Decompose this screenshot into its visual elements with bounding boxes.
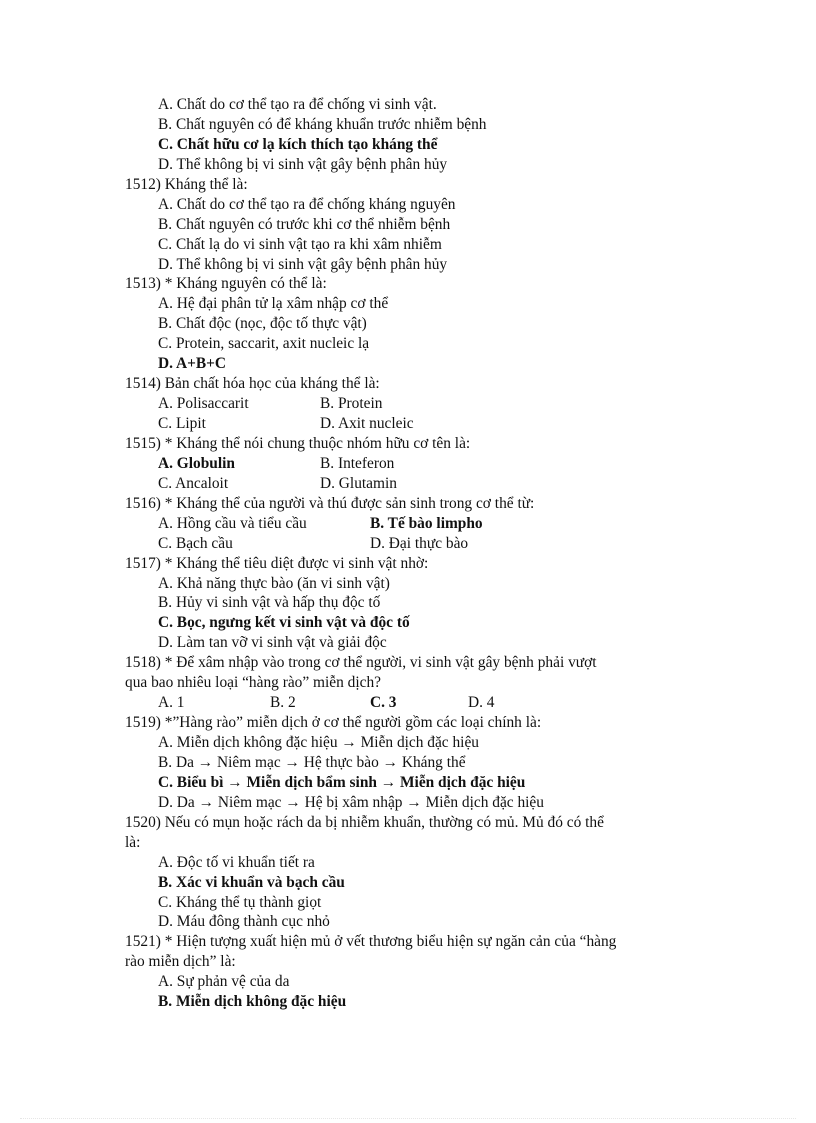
answer-option: A. Khả năng thực bào (ăn vi sinh vật) <box>158 574 390 592</box>
answer-option: D. Thể không bị vi sinh vật gây bệnh phân hủy <box>158 155 448 173</box>
answer-option-correct: C. 3 <box>370 694 397 712</box>
answer-option-correct: C. Bọc, ngưng kết vi sinh vật và độc tố <box>158 614 410 632</box>
question-line: là: <box>125 833 141 851</box>
answer-option: D. Da → Niêm mạc → Hệ bị xâm nhập → Miễn dịch đặc hiệu <box>158 793 544 811</box>
answer-option: A. Sự phản vệ của da <box>158 973 290 991</box>
answer-option: A. 1 <box>158 694 185 712</box>
answer-option: C. Chất lạ do vi sinh vật tạo ra khi xâm nhiễm <box>158 235 442 253</box>
answer-option: A. Chất do cơ thể tạo ra để chống vi sinh vật. <box>158 96 437 113</box>
answer-option-correct: B. Tế bào limpho <box>370 514 483 532</box>
question-line: qua bao nhiêu loại “hàng rào” miễn dịch? <box>125 674 381 692</box>
answer-option-correct: A. Globulin <box>158 454 235 472</box>
question-line: 1513) * Kháng nguyên có thể là: <box>125 275 327 293</box>
answer-option-row <box>0 474 816 494</box>
answer-option: D. Đại thực bào <box>370 534 469 552</box>
answer-option: B. Chất nguyên có để kháng khuẩn trước nhiễm bệnh <box>158 115 487 133</box>
answer-option: D. Glutamin <box>320 474 397 492</box>
answer-option: B. Chất nguyên có trước khi cơ thể nhiễm bệnh <box>158 215 451 233</box>
answer-option-correct: C. Biểu bì → Miễn dịch bẩm sinh → Miễn dịch đặc hiệu <box>158 773 526 791</box>
question-line: 1519) *”Hàng rào” miễn dịch ở cơ thể người gồm các loại chính là: <box>125 714 542 732</box>
answer-option: D. 4 <box>468 694 495 712</box>
answer-option: D. Axit nucleic <box>320 415 414 432</box>
answer-option: C. Protein, saccarit, axit nucleic lạ <box>158 335 370 353</box>
answer-option: A. Miễn dịch không đặc hiệu → Miễn dịch đặc hiệu <box>158 734 479 751</box>
answer-option: D. Máu đông thành cục nhỏ <box>158 913 330 931</box>
answer-option: B. 2 <box>270 694 296 712</box>
answer-option: C. Ancaloit <box>158 474 229 492</box>
answer-option-row <box>0 693 816 713</box>
answer-option: B. Hủy vi sinh vật và hấp thụ độc tố <box>158 594 381 612</box>
question-line: 1516) * Kháng thể của người và thú được sản sinh trong cơ thể từ: <box>125 494 535 512</box>
answer-option-row <box>0 454 816 474</box>
answer-option: C. Bạch cầu <box>158 534 233 552</box>
document-body <box>0 95 816 1012</box>
answer-option: D. Thể không bị vi sinh vật gây bệnh phân hủy <box>158 255 448 273</box>
answer-option: A. Chất do cơ thể tạo ra để chống kháng nguyên <box>158 195 456 213</box>
answer-option: B. Protein <box>320 395 383 413</box>
answer-option-correct: B. Xác vi khuẩn và bạch cầu <box>158 873 345 891</box>
answer-option-row <box>0 514 816 534</box>
answer-option: B. Inteferon <box>320 454 395 472</box>
answer-option-row <box>0 534 816 554</box>
answer-option: C. Kháng thể tụ thành giọt <box>158 893 322 911</box>
question-line: 1521) * Hiện tượng xuất hiện mủ ở vết thương biểu hiện sự ngăn cản của “hàng <box>125 933 617 951</box>
page-footer-rule <box>20 1118 796 1119</box>
answer-option-correct: B. Miễn dịch không đặc hiệu <box>158 993 347 1011</box>
answer-option: A. Polisaccarit <box>158 395 249 413</box>
answer-option: A. Hệ đại phân tử lạ xâm nhập cơ thể <box>158 295 389 313</box>
answer-option-row <box>0 414 816 434</box>
answer-option: C. Lipit <box>158 415 206 432</box>
question-line: 1520) Nếu có mụn hoặc rách da bị nhiễm khuẩn, thường có mủ. Mủ đó có thể <box>125 813 604 831</box>
answer-option: B. Chất độc (nọc, độc tố thực vật) <box>158 315 367 333</box>
answer-option-row <box>0 394 816 414</box>
question-line: 1517) * Kháng thể tiêu diệt được vi sinh vật nhờ: <box>125 554 429 572</box>
question-line: 1515) * Kháng thể nói chung thuộc nhóm hữu cơ tên là: <box>125 434 471 452</box>
question-line: 1512) Kháng thể là: <box>125 175 248 193</box>
answer-option: B. Da → Niêm mạc → Hệ thực bào → Kháng thể <box>158 753 466 771</box>
answer-option: A. Độc tố vi khuẩn tiết ra <box>158 853 315 871</box>
answer-option: D. Làm tan vỡ vi sinh vật và giải độc <box>158 634 387 652</box>
question-line: 1518) * Để xâm nhập vào trong cơ thể người, vi sinh vật gây bệnh phải vượt <box>125 654 597 672</box>
answer-option-correct: D. A+B+C <box>158 355 226 373</box>
question-line: rào miễn dịch” là: <box>125 953 236 971</box>
answer-option-correct: C. Chất hữu cơ lạ kích thích tạo kháng thể <box>158 135 438 153</box>
question-line: 1514) Bản chất hóa học của kháng thể là: <box>125 375 380 393</box>
answer-option: A. Hồng cầu và tiểu cầu <box>158 514 307 532</box>
